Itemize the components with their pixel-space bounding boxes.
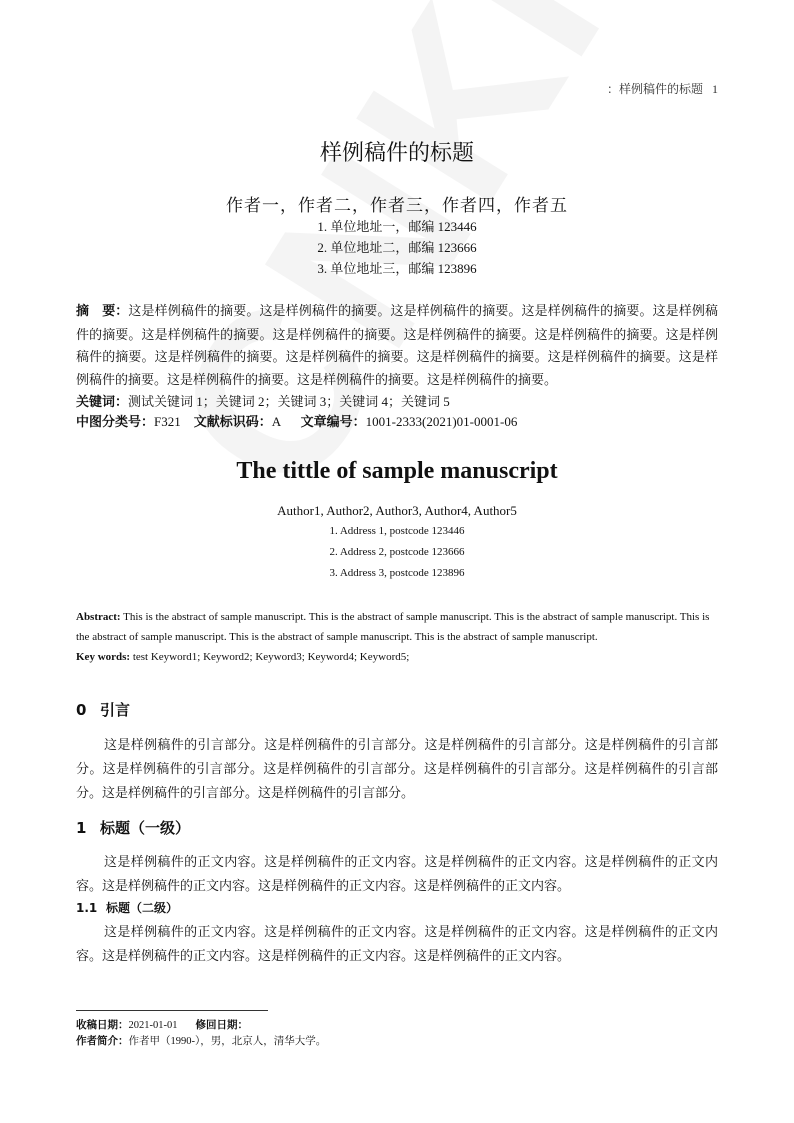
abstract-cn bbox=[76, 300, 718, 391]
abstract-en-text: This is the abstract of sample manuscript. This is the abstract of sample manuscript. This is the abstract of sample manuscript. This is the abstract of sample manuscript. This is the abstract of sample manuscript. This is the abstract of sample manuscript. bbox=[76, 611, 710, 643]
address-en-2: 2. Address 2, postcode 123666 bbox=[329, 546, 465, 558]
section-text-0: 这是样例稿件的引言部分。这是样例稿件的引言部分。这是样例稿件的引言部分。这是样例稿件的引言部分。这是样例稿件的引言部分。这是样例稿件的引言部分。这是样例稿件的引言部分。这是样例稿件的引言部分。这是样例稿件的引言部分。这是样例稿件的引言部分。 bbox=[76, 737, 718, 800]
keywords-en-label: Key words: bbox=[76, 651, 131, 663]
section-number-1: 1 bbox=[76, 819, 87, 837]
clc-label: 中图分类号： bbox=[76, 415, 155, 430]
classification-line bbox=[76, 411, 517, 430]
bio-label: 作者简介： bbox=[76, 1035, 129, 1047]
received-label: 收稿日期： bbox=[76, 1019, 129, 1031]
section-text-1: 这是样例稿件的正文内容。这是样例稿件的正文内容。这是样例稿件的正文内容。这是样例稿件的正文内容。这是样例稿件的正文内容。这是样例稿件的正文内容。这是样例稿件的正文内容。 bbox=[76, 854, 718, 893]
address-cn-3: 3. 单位地址三，邮编 123896 bbox=[317, 261, 477, 276]
revised-label: 修回日期： bbox=[195, 1019, 248, 1031]
title-en: The tittle of sample manuscript bbox=[236, 458, 558, 484]
subsection-number-1-1: 1.1 bbox=[76, 901, 98, 915]
abstract-cn-text: 这是样例稿件的摘要。这是样例稿件的摘要。这是样例稿件的摘要。这是样例稿件的摘要。这是样例稿件的摘要。这是样例稿件的摘要。这是样例稿件的摘要。这是样例稿件的摘要。这是样例稿件的摘要。这是样例稿件的摘要。这是样例稿件的摘要。这是样例稿件的摘要。这是样例稿件的摘要。这是样例稿件的摘要。这是样例稿件的摘要。这是样例稿件的摘要。这是样例稿件的摘要。这是样例稿件的摘要。 bbox=[76, 303, 718, 387]
article-no-value: 1001-2333(2021)01-0001-06 bbox=[365, 414, 518, 429]
section-heading-0 bbox=[76, 699, 130, 720]
keywords-cn-label: 关键词： bbox=[76, 395, 129, 410]
abstract-cn-label: 摘 要： bbox=[76, 304, 129, 319]
abstract-en-label: Abstract: bbox=[76, 611, 121, 623]
page-number: 1 bbox=[712, 82, 718, 96]
keywords-cn bbox=[76, 391, 450, 410]
keywords-cn-text: 测试关键词 1；关键词 2；关键词 3；关键词 4；关键词 5 bbox=[128, 394, 450, 409]
footnote-dates bbox=[76, 1017, 248, 1032]
clc-value: F321 bbox=[154, 414, 181, 429]
received-value: 2021-01-01 bbox=[128, 1020, 178, 1031]
keywords-en-text: test Keyword1; Keyword2; Keyword3; Keyword4; Keyword5; bbox=[130, 651, 410, 663]
address-en-3: 3. Address 3, postcode 123896 bbox=[329, 567, 465, 579]
article-no-label: 文章编号： bbox=[300, 415, 366, 430]
address-en-1: 1. Address 1, postcode 123446 bbox=[329, 525, 465, 537]
address-cn-1: 1. 单位地址一，邮编 123446 bbox=[317, 219, 477, 234]
section-heading-1 bbox=[76, 817, 190, 838]
address-cn-2: 2. 单位地址二，邮编 123666 bbox=[317, 240, 477, 255]
doc-code-value: A bbox=[271, 414, 282, 429]
running-title: ：样例稿件的标题 bbox=[606, 82, 703, 96]
footnote-rule bbox=[76, 1010, 268, 1011]
subsection-title-1-1: 标题（二级） bbox=[106, 901, 179, 915]
bio-text: 作者甲（1990-），男，北京人，清华大学。 bbox=[128, 1036, 327, 1047]
section-title-0: 引言 bbox=[100, 701, 131, 719]
title-cn: 样例稿件的标题 bbox=[319, 141, 474, 166]
section-number-0: 0 bbox=[76, 701, 87, 719]
section-title-1: 标题（一级） bbox=[100, 819, 191, 837]
subsection-text-1-1: 这是样例稿件的正文内容。这是样例稿件的正文内容。这是样例稿件的正文内容。这是样例稿件的正文内容。这是样例稿件的正文内容。这是样例稿件的正文内容。这是样例稿件的正文内容。 bbox=[76, 924, 718, 963]
doc-code-label: 文献标识码： bbox=[193, 415, 272, 430]
keywords-en bbox=[76, 647, 718, 667]
authors-cn: 作者一，作者二，作者三，作者四，作者五 bbox=[226, 196, 568, 216]
abstract-en bbox=[76, 607, 718, 647]
footnote-bio bbox=[76, 1033, 326, 1048]
subsection-heading-1-1 bbox=[76, 899, 178, 916]
running-header bbox=[607, 80, 718, 97]
authors-en: Author1, Author2, Author3, Author4, Author5 bbox=[277, 503, 517, 518]
